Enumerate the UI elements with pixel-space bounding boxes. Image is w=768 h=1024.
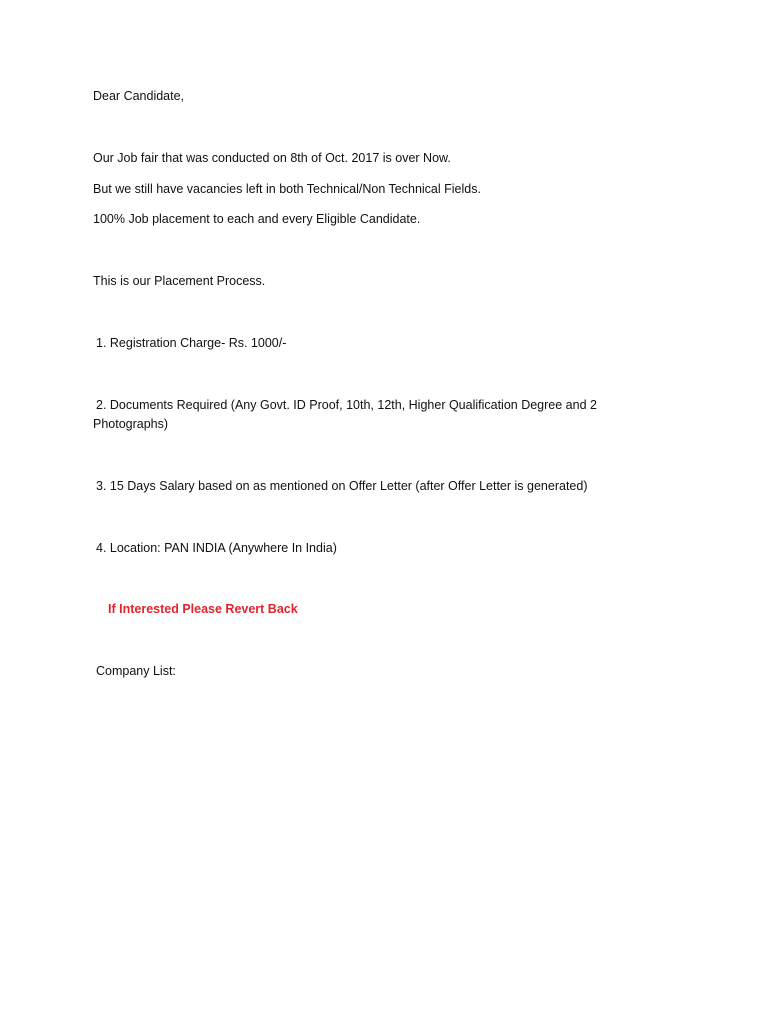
step-location: 4. Location: PAN INDIA (Anywhere In India) (96, 541, 337, 555)
step-documents: 2. Documents Required (Any Govt. ID Proof, 10th, 12th, Higher Qualification Degree and 2 Photographs) (93, 398, 597, 431)
intro-line-1: Our Job fair that was conducted on 8th of Oct. 2017 is over Now. (93, 151, 451, 165)
company-list-label: Company List: (96, 664, 176, 678)
intro-line-3: 100% Job placement to each and every Eligible Candidate. (93, 212, 421, 226)
step-registration: 1. Registration Charge- Rs. 1000/- (96, 336, 287, 350)
intro-line-2: But we still have vacancies left in both Technical/Non Technical Fields. (93, 182, 481, 196)
process-heading: This is our Placement Process. (93, 274, 266, 288)
salutation: Dear Candidate, (93, 89, 185, 103)
call-to-action: If Interested Please Revert Back (108, 602, 298, 616)
step-salary: 3. 15 Days Salary based on as mentioned on Offer Letter (after Offer Letter is generated) (96, 479, 588, 493)
